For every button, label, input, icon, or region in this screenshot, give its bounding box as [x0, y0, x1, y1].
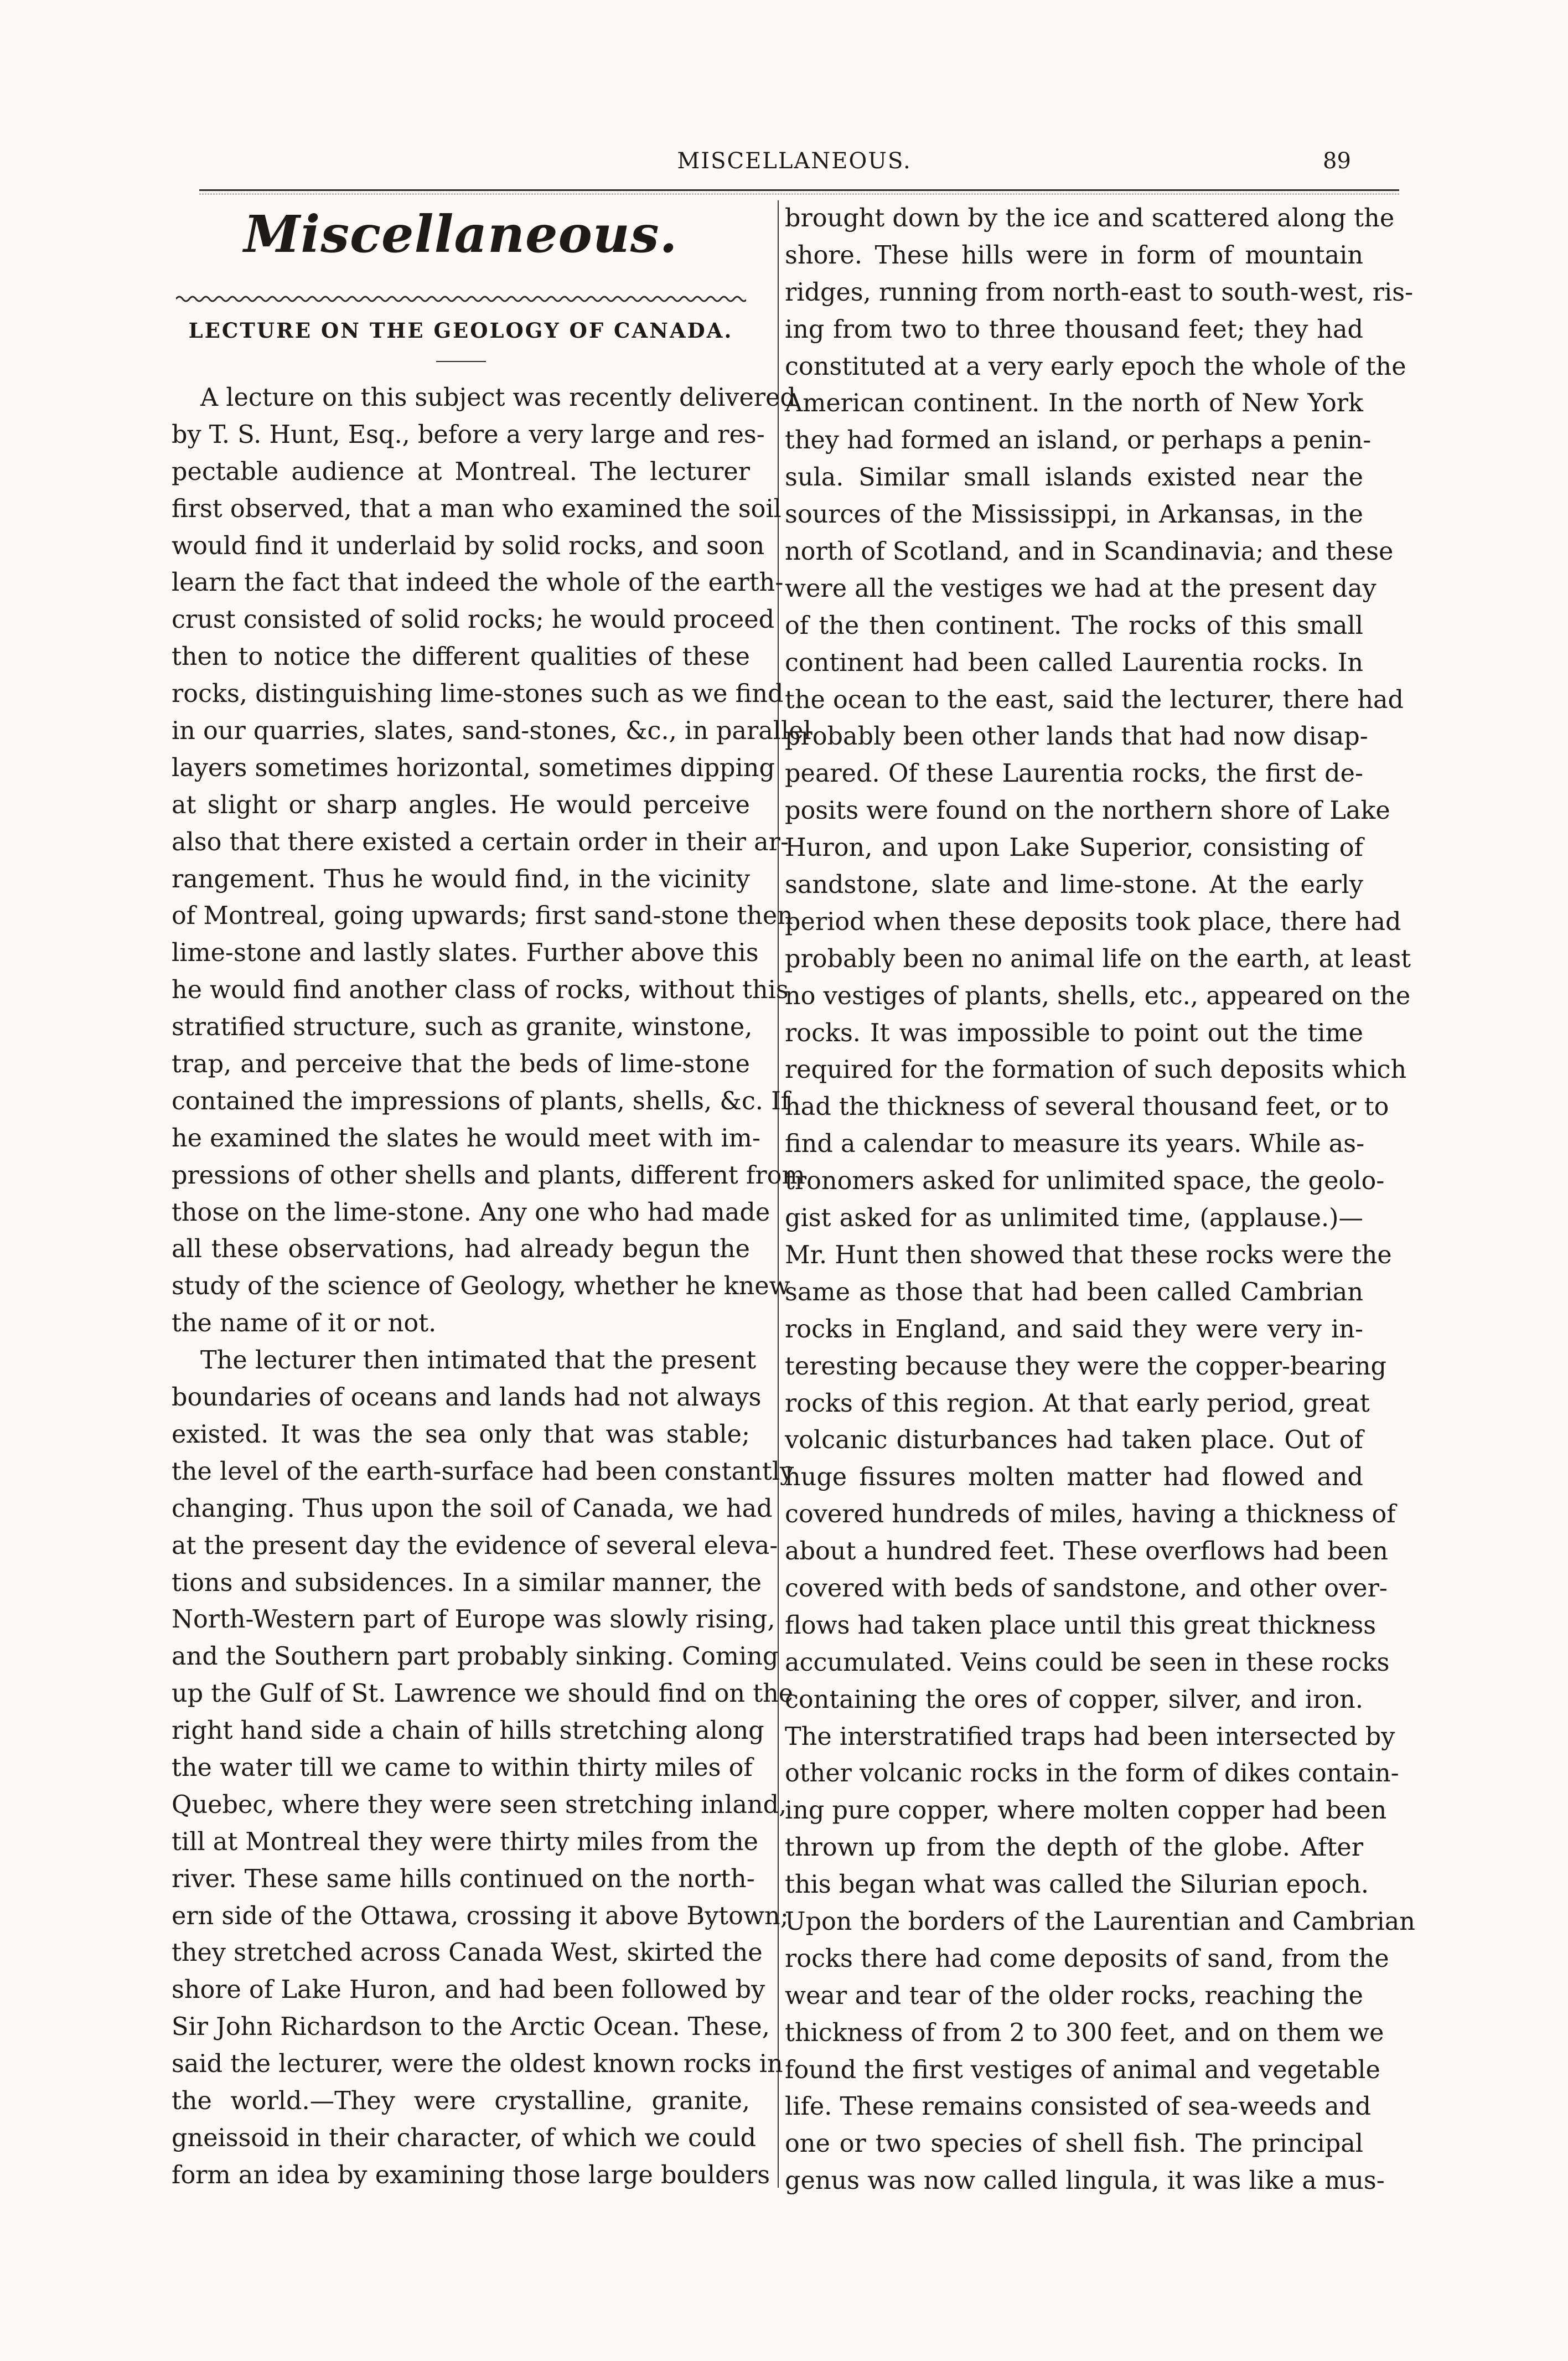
text-line: had the thickness of several thousand feet, or to — [785, 1093, 1389, 1122]
text-line: shore of Lake Huron, and had been followed by — [172, 1976, 765, 2004]
text-line: rangement. Thus he would find, in the vicinity — [172, 865, 750, 893]
text-line: flows had taken place until this great thickness — [785, 1611, 1376, 1640]
text-line: up the Gulf of St. Lawrence we should find on the — [172, 1680, 794, 1708]
text-line: accumulated. Veins could be seen in these rocks — [785, 1648, 1390, 1677]
text-line: and the Southern part probably sinking. Coming — [172, 1642, 779, 1671]
text-line: of the then continent. The rocks of this small — [785, 611, 1363, 640]
text-line: rocks in England, and said they were very in- — [785, 1315, 1363, 1344]
text-line: other volcanic rocks in the form of dikes contain- — [785, 1759, 1399, 1788]
text-line: Huron, and upon Lake Superior, consisting of — [785, 834, 1363, 862]
text-line: sula. Similar small islands existed near the — [785, 463, 1363, 492]
text-line: peared. Of these Laurentia rocks, the first de- — [785, 760, 1363, 788]
text-line: one or two species of shell fish. The principal — [785, 2130, 1363, 2158]
text-line: existed. It was the sea only that was stable; — [172, 1420, 750, 1449]
section-heading: Miscellaneous. — [244, 204, 678, 264]
text-line: tions and subsidences. In a similar manner, the — [172, 1568, 762, 1597]
text-line: the water till we came to within thirty miles of — [172, 1753, 753, 1782]
text-line: posits were found on the northern shore of Lake — [785, 797, 1390, 825]
text-line: North-Western part of Europe was slowly rising, — [172, 1605, 775, 1634]
text-line: about a hundred feet. These overflows had been — [785, 1537, 1388, 1566]
title-rule — [436, 361, 486, 362]
text-line: rocks of this region. At that early period, great — [785, 1389, 1370, 1418]
text-line: gneissoid in their character, of which we could — [172, 2124, 757, 2152]
text-line: same as those that had been called Cambrian — [785, 1278, 1363, 1306]
running-head — [0, 148, 1568, 187]
text-line: sources of the Mississippi, in Arkansas, in the — [785, 500, 1363, 529]
text-line: found the first vestiges of animal and vegetable — [785, 2055, 1380, 2084]
text-line: the ocean to the east, said the lecturer, there had — [785, 685, 1404, 714]
text-line: gist asked for as unlimited time, (applause.)— — [785, 1204, 1363, 1233]
text-line: The interstratified traps had been intersected by — [785, 1722, 1395, 1751]
text-line: he examined the slates he would meet with im- — [172, 1124, 760, 1153]
text-line: pressions of other shells and plants, different from — [172, 1161, 805, 1190]
text-line: of Montreal, going upwards; first sand-stone then — [172, 902, 793, 931]
text-line: sandstone, slate and lime-stone. At the early — [785, 871, 1363, 900]
text-line: then to notice the different qualities of these — [172, 643, 750, 671]
text-line: probably been no animal life on the earth, at least — [785, 944, 1411, 973]
text-line: the world.—They were crystalline, granite, — [172, 2086, 750, 2115]
text-line: he would find another class of rocks, without this — [172, 976, 789, 1005]
text-line: they stretched across Canada West, skirted the — [172, 1939, 763, 1967]
text-line: genus was now called lingula, it was like a mus- — [785, 2167, 1385, 2195]
page-number: 89 — [1323, 148, 1351, 174]
text-line: The lecturer then intimated that the present — [200, 1346, 757, 1375]
left-column — [172, 380, 811, 2194]
text-line: all these observations, had already begun the — [172, 1235, 750, 1264]
text-line: American continent. In the north of New York — [785, 389, 1363, 418]
text-line: would find it underlaid by solid rocks, and soon — [172, 531, 765, 560]
text-line: right hand side a chain of hills stretching along — [172, 1717, 764, 1745]
text-line: required for the formation of such deposits which — [785, 1056, 1407, 1084]
text-line: at the present day the evidence of several eleva- — [172, 1531, 778, 1560]
text-line: find a calendar to measure its years. While as- — [785, 1130, 1365, 1159]
text-line: huge fissures molten matter had flowed and — [785, 1463, 1363, 1492]
text-line: boundaries of oceans and lands had not always — [172, 1383, 762, 1412]
text-line: also that there existed a certain order in their ar- — [172, 828, 789, 856]
text-line: ern side of the Ottawa, crossing it above Bytown; — [172, 1902, 789, 1930]
text-line: river. These same hills continued on the north- — [172, 1864, 755, 1893]
text-line: tronomers asked for unlimited space, the geolo- — [785, 1167, 1385, 1196]
text-line: said the lecturer, were the oldest known rocks in — [172, 2050, 783, 2079]
text-line: Mr. Hunt then showed that these rocks were the — [785, 1241, 1392, 1269]
text-line: at slight or sharp angles. He would perceive — [172, 791, 750, 819]
text-line: containing the ores of copper, silver, and iron. — [785, 1685, 1363, 1714]
text-line: covered hundreds of miles, having a thickness of — [785, 1500, 1396, 1529]
text-line: brought down by the ice and scattered along the — [785, 204, 1395, 233]
text-line: period when these deposits took place, there had — [785, 907, 1401, 936]
text-line: ing from two to three thousand feet; they had — [785, 315, 1363, 344]
text-line: Sir John Richardson to the Arctic Ocean. These, — [172, 2013, 770, 2042]
text-line: covered with beds of sandstone, and other over- — [785, 1574, 1388, 1603]
text-line: rocks. It was impossible to point out the time — [785, 1019, 1363, 1047]
text-line: north of Scotland, and in Scandinavia; and these — [785, 538, 1394, 566]
text-line: no vestiges of plants, shells, etc., appeared on the — [785, 981, 1411, 1010]
text-line: the level of the earth-surface had been constantly — [172, 1457, 794, 1486]
text-line: contained the impressions of plants, shells, &c. If — [172, 1087, 790, 1115]
text-line: lime-stone and lastly slates. Further above this — [172, 939, 759, 968]
text-line: crust consisted of solid rocks; he would proceed — [172, 606, 775, 634]
text-line: the name of it or not. — [172, 1309, 437, 1338]
text-line: constituted at a very early epoch the whole of the — [785, 352, 1406, 381]
text-line: study of the science of Geology, whether he knew — [172, 1272, 790, 1301]
running-title: MISCELLANEOUS. — [677, 148, 912, 174]
wavy-rule — [176, 292, 746, 306]
text-line: Upon the borders of the Laurentian and Cambrian — [785, 1907, 1415, 1936]
text-line: till at Montreal they were thirty miles from the — [172, 1827, 758, 1856]
text-line: layers sometimes horizontal, sometimes dipping — [172, 753, 775, 782]
text-line: Quebec, where they were seen stretching inland, — [172, 1790, 787, 1819]
text-line: ridges, running from north-east to south-west, ris- — [785, 278, 1414, 307]
text-line: rocks, distinguishing lime-stones such as we find — [172, 680, 784, 709]
text-line: in our quarries, slates, sand-stones, &c., in parallel — [172, 717, 811, 746]
text-line: this began what was called the Silurian epoch. — [785, 1871, 1369, 1899]
text-line: first observed, that a man who examined the soil — [172, 494, 782, 523]
text-line: were all the vestiges we had at the present day — [785, 574, 1376, 603]
text-line: they had formed an island, or perhaps a penin- — [785, 426, 1372, 455]
text-line: life. These remains consisted of sea-weeds and — [785, 2093, 1371, 2121]
text-line: form an idea by examining those large boulders — [172, 2161, 770, 2189]
text-line: thrown up from the depth of the globe. After — [785, 1833, 1363, 1862]
text-line: changing. Thus upon the soil of Canada, we had — [172, 1494, 773, 1523]
text-line: continent had been called Laurentia rocks. In — [785, 648, 1363, 677]
header-rule — [199, 189, 1399, 191]
text-line: by T. S. Hunt, Esq., before a very large and res- — [172, 420, 765, 449]
text-line: shore. These hills were in form of mountain — [785, 241, 1363, 270]
text-line: wear and tear of the older rocks, reaching the — [785, 1981, 1363, 2010]
text-line: stratified structure, such as granite, winstone, — [172, 1013, 753, 1042]
right-column — [785, 200, 1415, 2200]
text-line: ing pure copper, where molten copper had been — [785, 1796, 1387, 1825]
text-line: rocks there had come deposits of sand, from the — [785, 1944, 1389, 1973]
text-line: learn the fact that indeed the whole of the earth- — [172, 569, 784, 597]
text-line: pectable audience at Montreal. The lecturer — [172, 457, 750, 486]
text-line: thickness of from 2 to 300 feet, and on them we — [785, 2018, 1384, 2047]
text-line: those on the lime-stone. Any one who had made — [172, 1198, 770, 1227]
text-line: A lecture on this subject was recently delivered — [200, 384, 796, 412]
text-line: teresting because they were the copper-bearing — [785, 1352, 1387, 1381]
text-line: probably been other lands that had now disap- — [785, 722, 1368, 751]
article-title: LECTURE ON THE GEOLOGY OF CANADA. — [188, 318, 733, 343]
text-line: volcanic disturbances had taken place. Out of — [785, 1426, 1363, 1455]
text-line: trap, and perceive that the beds of lime-stone — [172, 1050, 750, 1079]
